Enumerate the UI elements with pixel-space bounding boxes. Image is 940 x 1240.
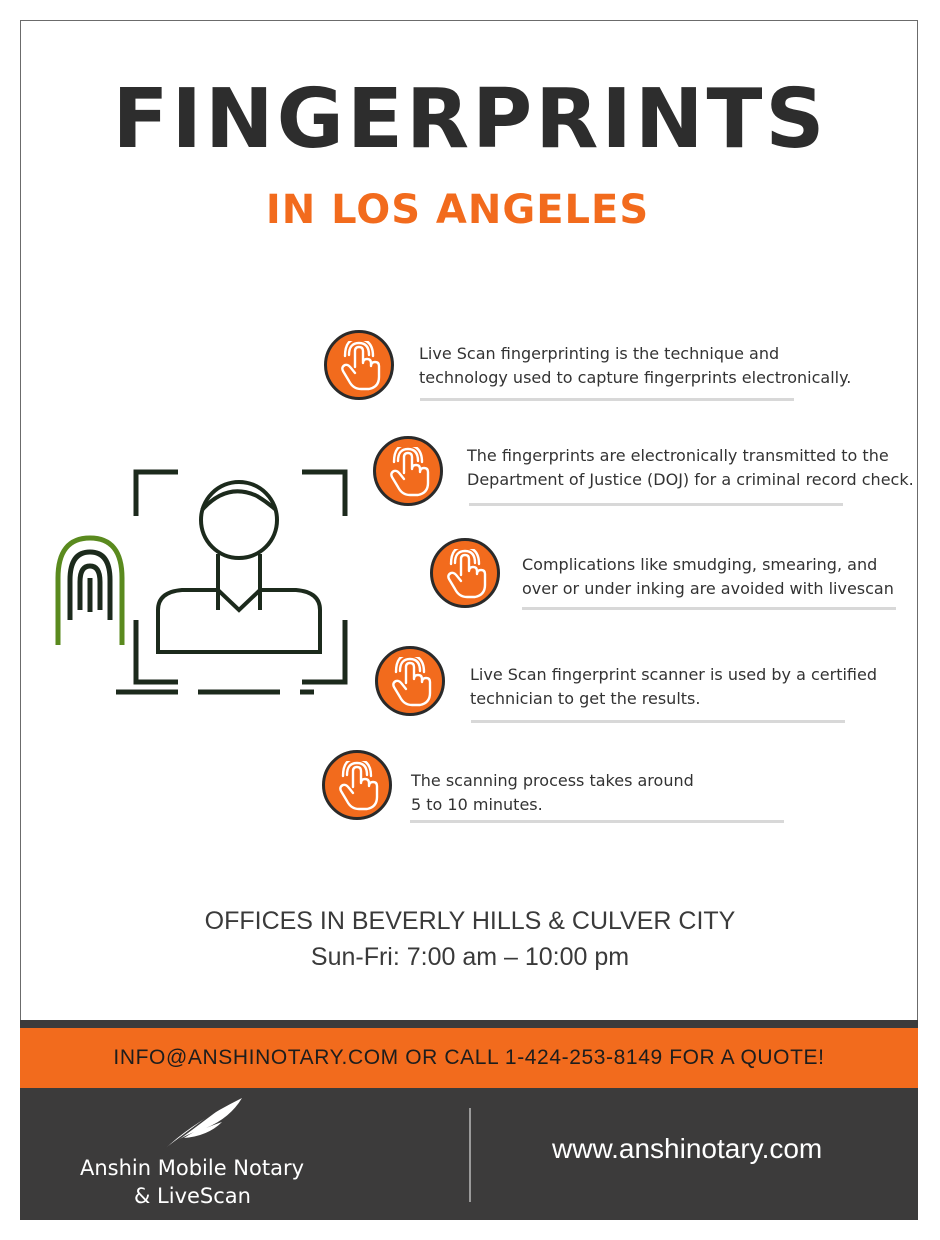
contact-bar bbox=[20, 1028, 918, 1088]
pointing-hand-icon bbox=[430, 538, 500, 608]
fingerprint-icon bbox=[58, 538, 122, 645]
footer-divider bbox=[469, 1108, 471, 1202]
brand-name-line2: & LiveScan bbox=[134, 1184, 251, 1208]
pointing-hand-icon bbox=[375, 646, 445, 716]
divider-line bbox=[471, 720, 845, 723]
divider-line bbox=[420, 398, 794, 401]
divider-line bbox=[469, 503, 843, 506]
office-hours: Sun-Fri: 7:00 am – 10:00 pm bbox=[310, 943, 630, 971]
website-link[interactable]: www.anshinotary.com bbox=[552, 1133, 823, 1164]
bullet-text: The scanning process takes around 5 to 10 minutes. bbox=[411, 771, 694, 814]
bullet-text: Complications like smudging, smearing, and over or under inking are avoided with livescan bbox=[522, 555, 894, 598]
divider-line bbox=[522, 607, 896, 610]
contact-text[interactable]: INFO@ANSHINOTARY.COM OR CALL 1-424-253-8149 FOR A QUOTE! bbox=[113, 1046, 825, 1069]
bullet-text: The fingerprints are electronically transmitted to the Department of Justice (DOJ) for a criminal record check. bbox=[467, 446, 914, 489]
face-scan-illustration bbox=[52, 460, 352, 700]
footer-top-band bbox=[20, 1020, 918, 1028]
pointing-hand-icon bbox=[324, 330, 394, 400]
offices-locations: OFFICES IN BEVERLY HILLS & CULVER CITY bbox=[204, 907, 736, 935]
divider-line bbox=[410, 820, 784, 823]
pointing-hand-icon bbox=[373, 436, 443, 506]
feather-logo-icon bbox=[160, 1094, 250, 1154]
page-title: FINGERPRINTS bbox=[112, 72, 828, 167]
person-icon bbox=[158, 482, 320, 652]
bullet-text: Live Scan fingerprint scanner is used by a certified technician to get the results. bbox=[470, 665, 877, 708]
bullet-text: Live Scan fingerprinting is the technique and technology used to capture fingerprints electronically. bbox=[419, 344, 852, 387]
footer bbox=[20, 1088, 918, 1220]
pointing-hand-icon bbox=[322, 750, 392, 820]
brand-name: Anshin Mobile Notary bbox=[80, 1156, 305, 1180]
page-subtitle: IN LOS ANGELES bbox=[265, 187, 650, 233]
